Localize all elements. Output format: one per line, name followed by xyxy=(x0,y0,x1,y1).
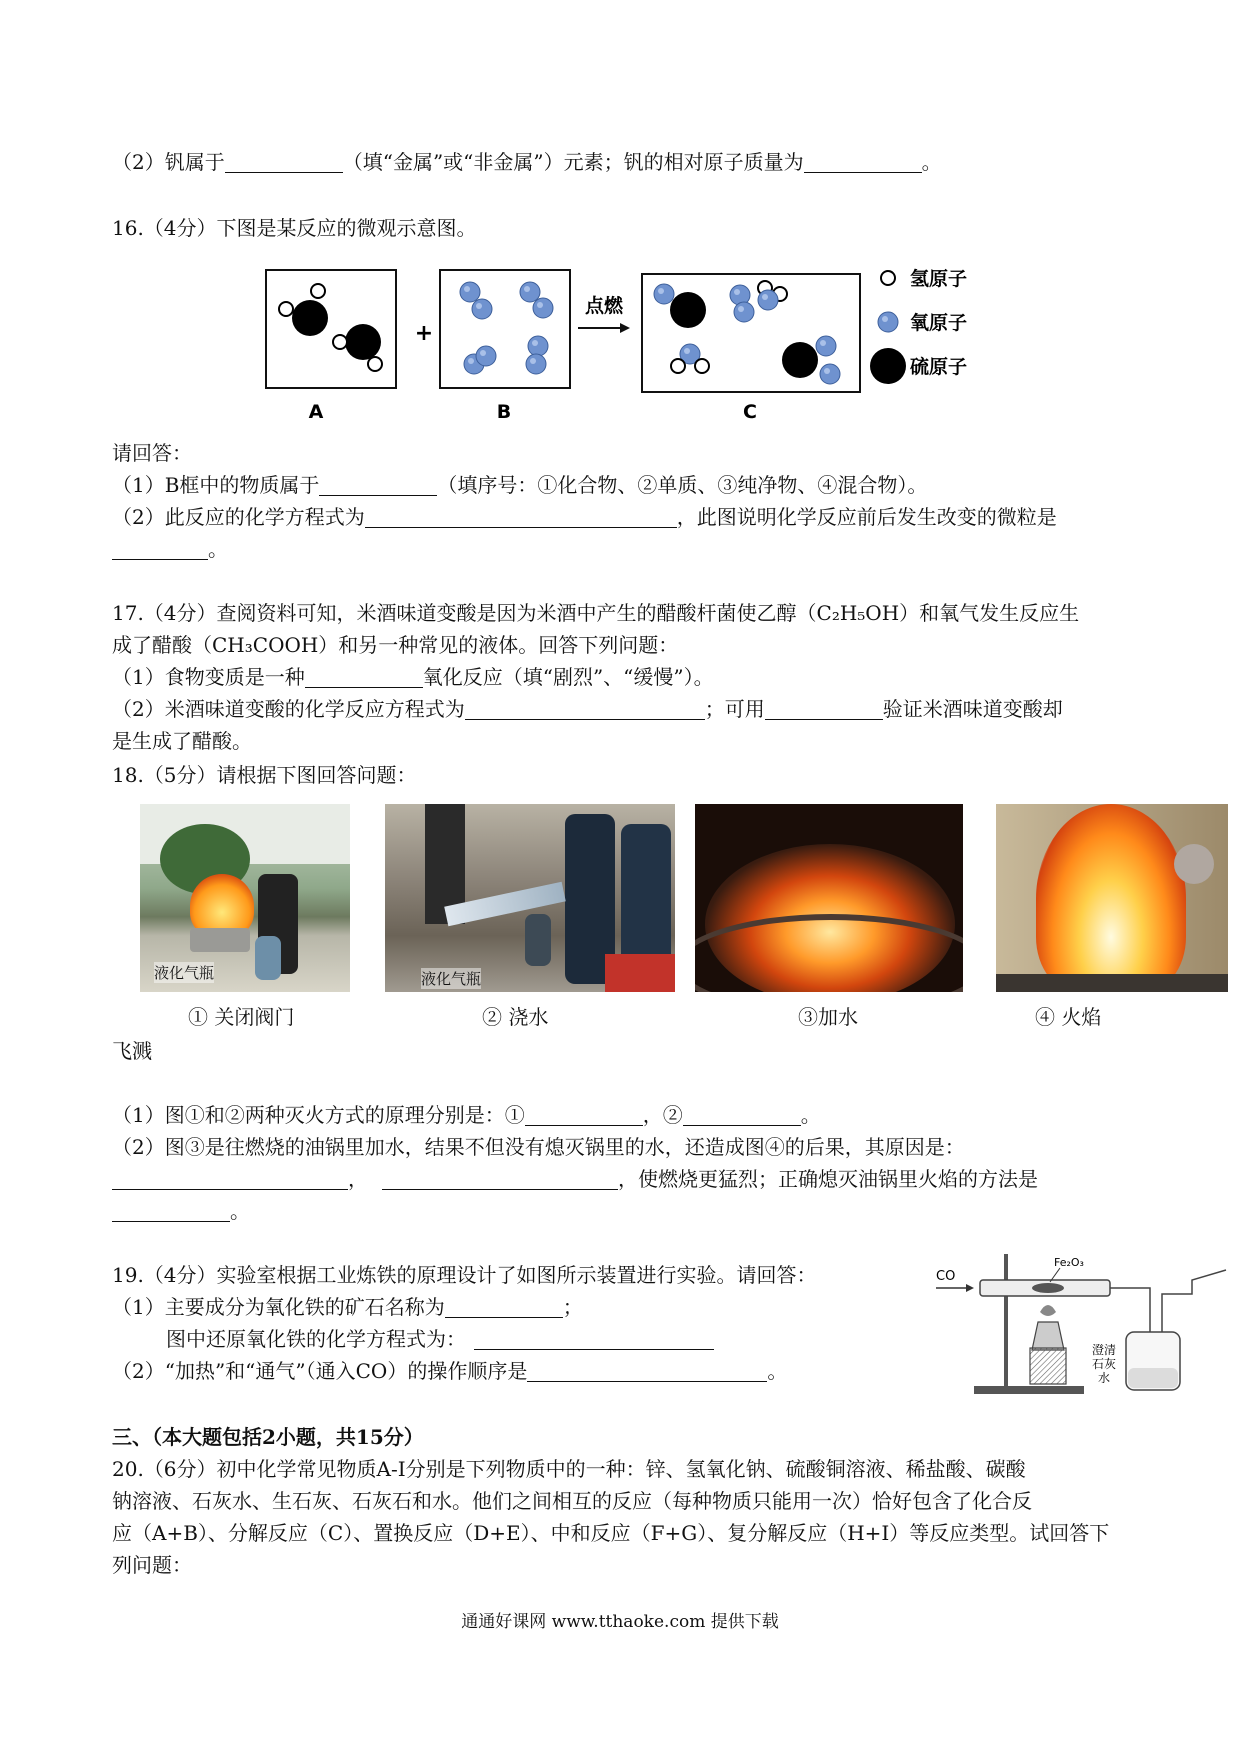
answer-blank[interactable] xyxy=(225,152,343,173)
caption-4: ④ 火焰 xyxy=(1035,1005,1102,1029)
q16-part2-cont: 。 xyxy=(112,537,228,561)
plus-sign: + xyxy=(414,321,434,346)
q17-line5: 是生成了醋酸。 xyxy=(112,729,252,753)
answer-blank[interactable] xyxy=(804,152,922,173)
q20-line4: 列问题： xyxy=(112,1553,192,1577)
caption-4-cont: 飞溅 xyxy=(112,1039,152,1063)
hydrogen-atom xyxy=(333,335,347,349)
answer-blank[interactable] xyxy=(382,1169,618,1190)
stand-pole xyxy=(1004,1254,1008,1390)
q16-part1: （1）B框中的物质属于 （填序号：①化合物、②单质、③纯净物、④混合物）。 xyxy=(112,473,928,497)
oxygen-atom xyxy=(528,336,548,356)
q18-part2-cont: ， ，使燃烧更猛烈；正确熄灭油锅里火焰的方法是 xyxy=(112,1167,1038,1191)
oxygen-atom xyxy=(816,336,836,356)
q17-line1: 17.（4分）查阅资料可知，米酒味道变酸是因为米酒中产生的醋酸杆菌使乙醇（C₂H₅OH）和氧气发生反应生 xyxy=(112,601,1080,625)
q19-part2: （2）“加热”和“通气”（通入CO）的操作顺序是 。 xyxy=(112,1359,788,1383)
legend-sulfur-icon xyxy=(870,348,906,384)
sulfur-atom xyxy=(670,292,706,328)
q16-part2: （2）此反应的化学方程式为 ，此图说明化学反应前后发生改变的微粒是 xyxy=(112,505,1057,529)
page-footer: 通通好课网 www.tthaoke.com 提供下载 xyxy=(461,1612,779,1632)
q15-part2: （2）钒属于 （填“金属”或“非金属”）元素；钒的相对原子质量为 。 xyxy=(112,150,942,174)
answer-blank[interactable] xyxy=(445,1297,563,1318)
answer-blank[interactable] xyxy=(683,1105,801,1126)
oxygen-atom xyxy=(533,298,553,318)
answer-blank[interactable] xyxy=(527,1361,767,1382)
oxygen-atom xyxy=(476,346,496,366)
q18-part2-end: 。 xyxy=(112,1199,250,1223)
photo-pour-water xyxy=(385,804,675,992)
molecule-diagram xyxy=(260,262,980,427)
answer-blank[interactable] xyxy=(525,1105,643,1126)
sulfur-atom xyxy=(292,300,328,336)
q17-part1: （1）食物变质是一种 氧化反应（填“剧烈”、“缓慢”）。 xyxy=(112,665,714,689)
co-arrow-icon xyxy=(966,1284,974,1292)
limewater-label: 澄清 xyxy=(1092,1343,1117,1357)
fe2o3-label: Fe₂O₃ xyxy=(1054,1256,1084,1269)
caption-3: ③加水 xyxy=(798,1005,858,1029)
burner-flame-icon xyxy=(1040,1305,1056,1316)
q18-part1: （1）图①和②两种灭火方式的原理分别是：① ，② 。 xyxy=(112,1103,821,1127)
hydrogen-atom xyxy=(279,302,293,316)
oxygen-atom xyxy=(472,299,492,319)
q20-line2: 钠溶液、石灰水、生石灰、石灰石和水。他们之间相互的反应（每种物质只能用一次）恰好包含了化合反 xyxy=(112,1489,1032,1513)
legend-oxygen-label: 氧原子 xyxy=(910,312,968,334)
q16-prompt: 请回答： xyxy=(112,441,192,465)
hydrogen-atom xyxy=(695,359,709,373)
caption-1: ① 关闭阀门 xyxy=(188,1005,295,1029)
q19-title: 19.（4分）实验室根据工业炼铁的原理设计了如图所示装置进行实验。请回答： xyxy=(112,1263,817,1287)
sulfur-atom xyxy=(345,324,381,360)
answer-blank[interactable] xyxy=(112,539,208,560)
legend-sulfur-label: 硫原子 xyxy=(910,356,968,378)
photo-label: 液化气瓶 xyxy=(154,964,215,982)
lamp-base xyxy=(1030,1348,1066,1384)
oxygen-atom xyxy=(758,290,778,310)
photo-flame-splash xyxy=(996,804,1228,992)
oxygen-atom xyxy=(520,282,540,302)
hydrogen-atom xyxy=(311,284,325,298)
q20-line3: 应（A+B）、分解反应（C）、置换反应（D+E）、中和反应（F+G）、复分解反应（H+I）等反应类型。试回答下 xyxy=(112,1521,1110,1545)
photo-close-valve xyxy=(140,804,350,992)
svg-text:石灰: 石灰 xyxy=(1092,1357,1117,1371)
svg-text:水: 水 xyxy=(1098,1371,1111,1385)
q16-title: 16.（4分）下图是某反应的微观示意图。 xyxy=(112,216,477,240)
stand-base xyxy=(974,1386,1084,1394)
answer-blank[interactable] xyxy=(765,699,883,720)
oxygen-atom xyxy=(526,354,546,374)
co-label: CO xyxy=(936,1269,956,1284)
label-c: C xyxy=(743,401,757,423)
answer-blank[interactable] xyxy=(365,507,677,528)
answer-blank[interactable] xyxy=(112,1169,348,1190)
q19-part1-eq: 图中还原氧化铁的化学方程式为： xyxy=(166,1327,714,1351)
legend-oxygen-icon xyxy=(878,312,898,332)
answer-blank[interactable] xyxy=(112,1201,230,1222)
legend-hydrogen-label: 氢原子 xyxy=(910,268,968,290)
arrow-label: 点燃 xyxy=(584,295,624,317)
answer-blank[interactable] xyxy=(465,699,705,720)
label-b: B xyxy=(496,401,512,423)
section3-title: 三、（本大题包括2小题，共15分） xyxy=(112,1425,424,1449)
answer-blank[interactable] xyxy=(474,1329,714,1350)
q18-part2: （2）图③是往燃烧的油锅里加水，结果不但没有熄灭锅里的水，还造成图④的后果，其原因是： xyxy=(112,1135,965,1159)
box-b xyxy=(440,270,570,388)
reaction-arrow xyxy=(620,323,630,333)
label-a: A xyxy=(308,401,324,423)
oxygen-atom xyxy=(460,282,480,302)
q19-part1: （1）主要成分为氧化铁的矿石名称为 ； xyxy=(112,1295,583,1319)
oxygen-atom xyxy=(654,284,674,304)
sulfur-atom xyxy=(782,342,818,378)
photo-add-water xyxy=(695,804,963,992)
q18-title: 18.（5分）请根据下图回答问题： xyxy=(112,763,417,787)
legend-hydrogen-icon xyxy=(881,271,895,285)
q17-line2: 成了醋酸（CH₃COOH）和另一种常见的液体。回答下列问题： xyxy=(112,633,679,657)
hydrogen-atom xyxy=(368,357,382,371)
q17-part2: （2）米酒味道变酸的化学反应方程式为 ；可用 验证米酒味道变酸却 xyxy=(112,697,1063,721)
caption-2: ② 浇水 xyxy=(482,1005,549,1029)
hydrogen-atom xyxy=(671,359,685,373)
oxygen-atom xyxy=(820,364,840,384)
answer-blank[interactable] xyxy=(305,667,423,688)
oxygen-atom xyxy=(734,302,754,322)
q20-line1: 20.（6分）初中化学常见物质A-I分别是下列物质中的一种：锌、氢氧化钠、硫酸铜溶液、稀盐酸、碳酸 xyxy=(112,1457,1026,1481)
fe2o3-sample xyxy=(1032,1283,1064,1293)
photo-label: 液化气瓶 xyxy=(421,970,482,988)
answer-blank[interactable] xyxy=(319,475,437,496)
lamp-icon xyxy=(1032,1322,1064,1350)
iron-smelting-apparatus xyxy=(930,1250,1230,1400)
